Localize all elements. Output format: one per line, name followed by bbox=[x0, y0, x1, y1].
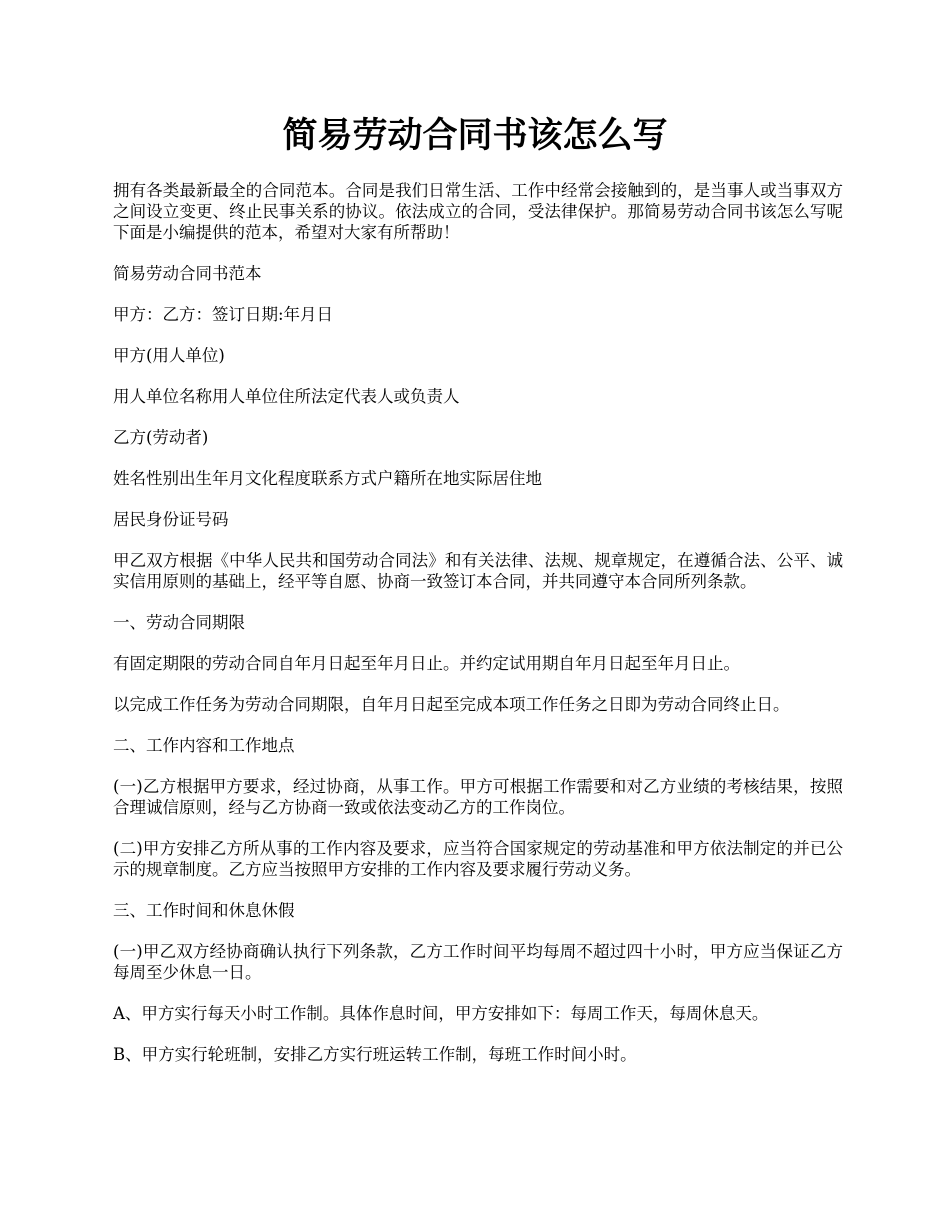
id-number-field: 居民身份证号码 bbox=[113, 510, 229, 529]
document-body bbox=[113, 180, 843, 1085]
parties-date-line: 甲方：乙方：签订日期:年月日 bbox=[113, 305, 334, 324]
fixed-term-paragraph: 有固定期限的劳动合同自年月日起至年月日止。并约定试用期自年月日起至年月日止。 bbox=[113, 654, 740, 673]
preamble-paragraph: 甲乙双方根据《中华人民共和国劳动合同法》和有关法律、法规、规章规定，在遵循合法、公平、诚实信用原则的基础上，经平等自愿、协商一致签订本合同，并共同遵守本合同所列条款。 bbox=[113, 551, 843, 591]
section-2-heading: 二、工作内容和工作地点 bbox=[113, 736, 295, 755]
document-title: 简易劳动合同书该怎么写 bbox=[282, 115, 668, 156]
section-1-heading: 一、劳动合同期限 bbox=[113, 613, 245, 632]
option-a-paragraph: A、甲方实行每天小时工作制。具体作息时间，甲方安排如下：每周工作天，每周休息天。 bbox=[113, 1004, 769, 1023]
party-a-fields: 用人单位名称用人单位住所法定代表人或负责人 bbox=[113, 387, 460, 406]
party-b-heading: 乙方(劳动者) bbox=[113, 428, 209, 447]
section-3-heading: 三、工作时间和休息休假 bbox=[113, 901, 295, 920]
work-content-paragraph-2: (二)甲方安排乙方所从事的工作内容及要求，应当符合国家规定的劳动基准和甲方依法制定的并已公示的规章制度。乙方应当按照甲方安排的工作内容及要求履行劳动义务。 bbox=[113, 839, 843, 879]
work-hours-paragraph: (一)甲乙双方经协商确认执行下列条款，乙方工作时间平均每周不超过四十小时，甲方应当保证乙方每周至少休息一日。 bbox=[113, 942, 843, 982]
work-content-paragraph-1: (一)乙方根据甲方要求，经过协商，从事工作。甲方可根据工作需要和对乙方业绩的考核结果，按照合理诚信原则，经与乙方协商一致或依法变动乙方的工作岗位。 bbox=[113, 777, 843, 817]
intro-paragraph: 拥有各类最新最全的合同范本。合同是我们日常生活、工作中经常会接触到的，是当事人或当事双方之间设立变更、终止民事关系的协议。依法成立的合同，受法律保护。那简易劳动合同书该怎么写呢下面是小编提供的范本，希望对大家有所帮助！ bbox=[113, 181, 843, 242]
party-b-fields: 姓名性别出生年月文化程度联系方式户籍所在地实际居住地 bbox=[113, 469, 542, 488]
template-heading: 简易劳动合同书范本 bbox=[113, 264, 262, 283]
party-a-heading: 甲方(用人单位) bbox=[113, 346, 225, 365]
task-term-paragraph: 以完成工作任务为劳动合同期限，自年月日起至完成本项工作任务之日即为劳动合同终止日。 bbox=[113, 695, 790, 714]
option-b-paragraph: B、甲方实行轮班制，安排乙方实行班运转工作制，每班工作时间小时。 bbox=[113, 1045, 637, 1064]
